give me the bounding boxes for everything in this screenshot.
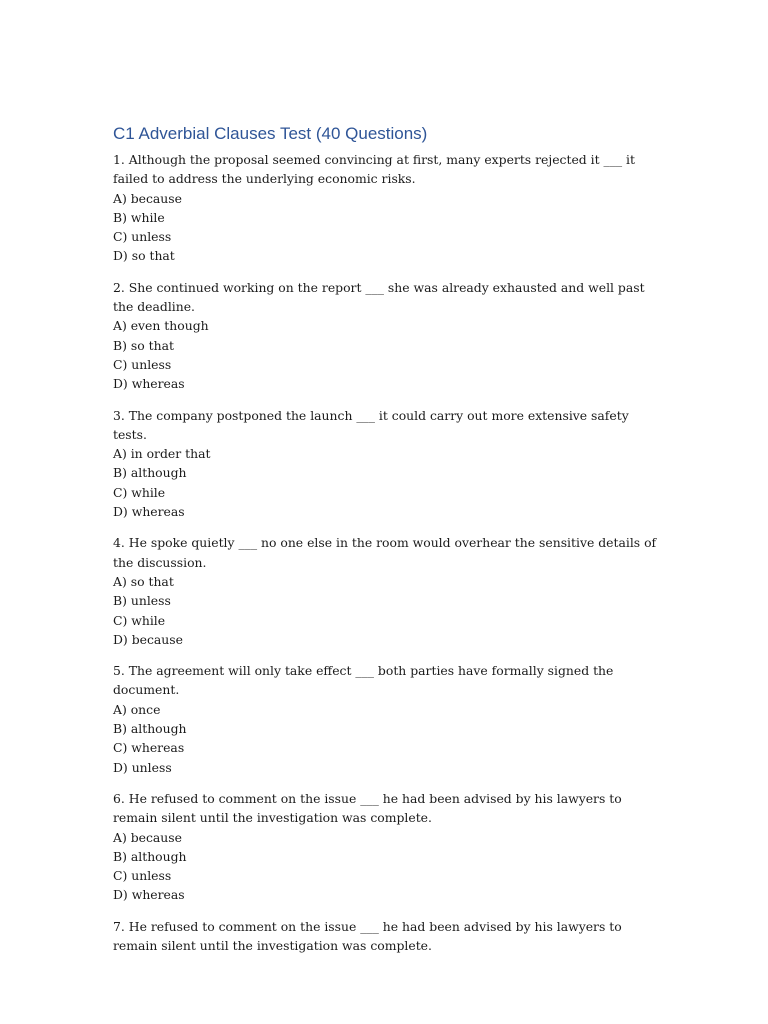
question-6 <box>113 789 658 905</box>
question-text: 4. He spoke quietly ___ no one else in the room would overhear the sensitive details of the discussion. <box>113 535 657 570</box>
question-2 <box>113 278 658 394</box>
option-d: D) whereas <box>113 376 185 392</box>
option-a: A) even though <box>113 318 209 334</box>
question-3 <box>113 406 658 522</box>
option-c: C) unless <box>113 356 172 372</box>
option-b: B) although <box>113 848 187 864</box>
option-c: C) unless <box>113 868 172 884</box>
question-text: 2. She continued working on the report ___ she was already exhausted and well past the deadline. <box>113 279 645 315</box>
option-d: D) whereas <box>113 887 185 903</box>
option-b: B) unless <box>113 593 171 609</box>
option-c: C) while <box>113 484 166 500</box>
option-d: D) unless <box>113 759 172 775</box>
question-5 <box>113 661 658 777</box>
option-a: A) because <box>113 829 182 845</box>
option-b: B) although <box>113 721 187 737</box>
option-c: C) while <box>113 612 166 628</box>
question-text: 5. The agreement will only take effect ___ both parties have formally signed the document. <box>113 663 614 698</box>
question-text: 7. He refused to comment on the issue ___ he had been advised by his lawyers to remain silent until the investigation was complete. <box>113 918 622 953</box>
question-1 <box>113 150 658 266</box>
question-text: 1. Although the proposal seemed convincing at first, many experts rejected it ___ it failed to address the underlying economic risks. <box>113 152 636 187</box>
document-page <box>113 122 658 967</box>
option-b: B) while <box>113 209 165 225</box>
option-d: D) whereas <box>113 504 185 520</box>
option-d: D) because <box>113 631 183 647</box>
question-text: 3. The company postponed the launch ___ it could carry out more extensive safety tests. <box>113 407 629 442</box>
option-c: C) unless <box>113 229 172 245</box>
option-a: A) in order that <box>113 446 211 462</box>
option-b: B) although <box>113 465 187 481</box>
option-c: C) whereas <box>113 740 185 756</box>
option-a: A) because <box>113 190 182 206</box>
question-7 <box>113 917 658 956</box>
page-title: C1 Adverbial Clauses Test (40 Questions) <box>113 124 428 143</box>
question-4 <box>113 533 658 649</box>
option-a: A) so that <box>113 573 174 589</box>
option-a: A) once <box>113 701 161 717</box>
option-b: B) so that <box>113 337 174 353</box>
option-d: D) so that <box>113 248 175 264</box>
question-text: 6. He refused to comment on the issue ___ he had been advised by his lawyers to remain silent until the investigation was complete. <box>113 790 622 826</box>
